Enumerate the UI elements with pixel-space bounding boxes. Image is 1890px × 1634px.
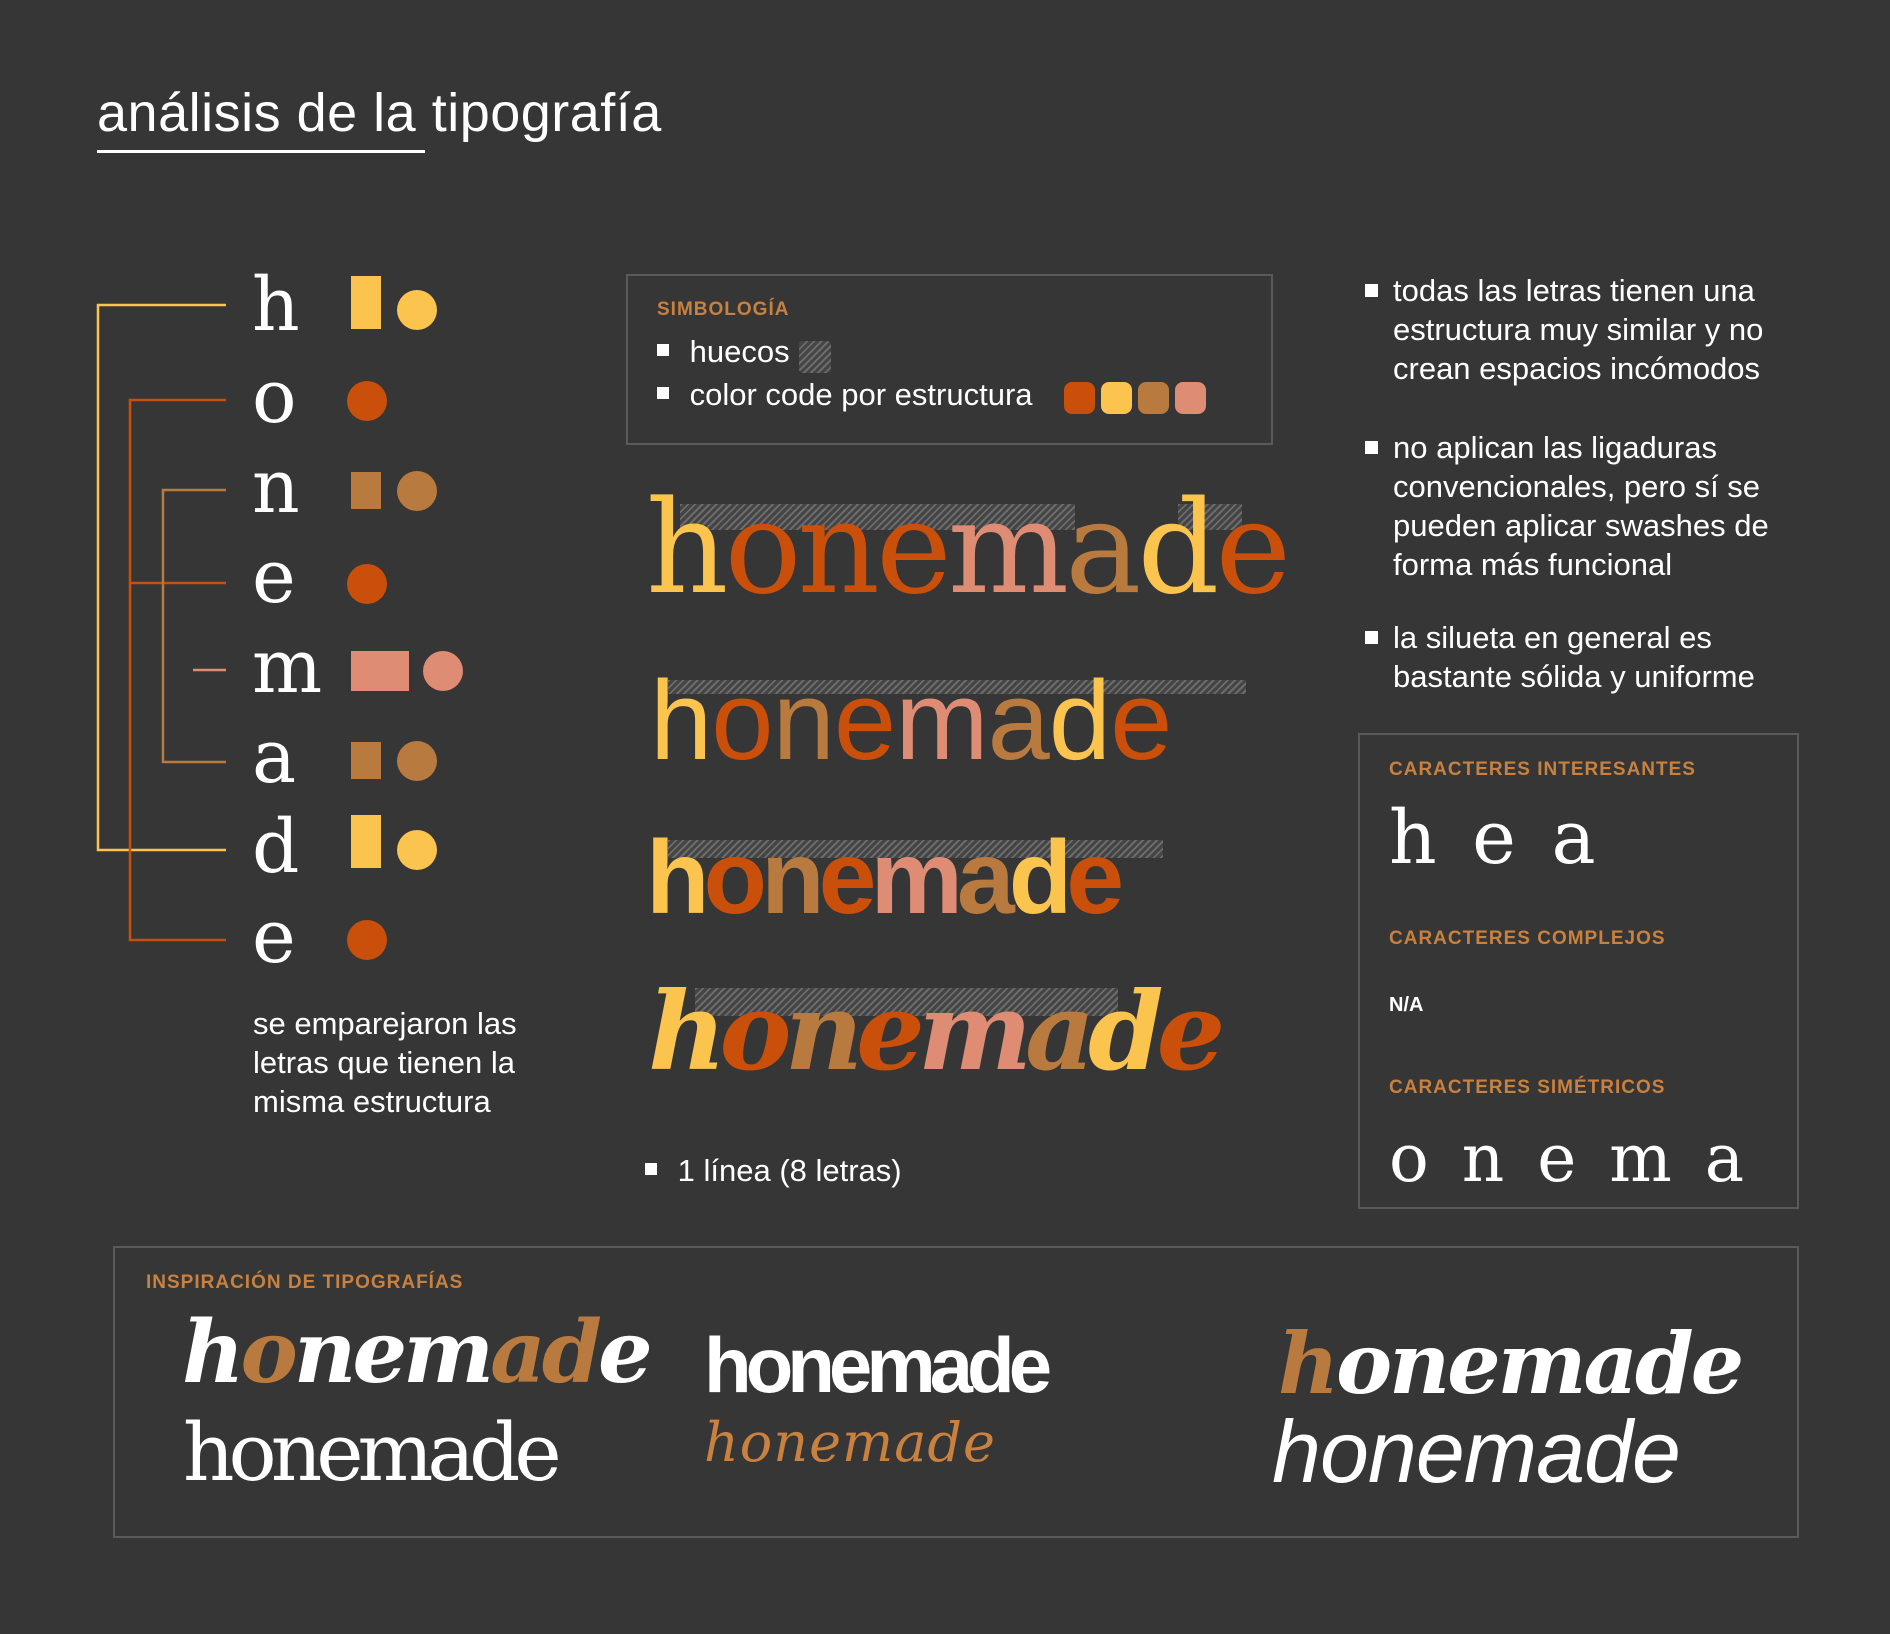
page-title: análisis de la tipografía xyxy=(97,83,662,143)
glyph: h xyxy=(648,969,720,1095)
observation-text: no aplican las ligaduras convencionales, pero sí se pueden aplicar swashes de forma más funcional xyxy=(1393,430,1769,582)
inspiration-sample-text xyxy=(1278,1314,1741,1413)
inspiration-sample-5 xyxy=(1278,1314,1742,1413)
glyph: h xyxy=(182,1302,241,1403)
letter-e: e xyxy=(252,534,296,620)
glyph: d xyxy=(541,1302,599,1403)
interesting-label: CARACTERES INTERESANTES xyxy=(1389,759,1696,780)
glyph: o xyxy=(240,1302,294,1403)
glyph: e xyxy=(598,1302,649,1403)
glyph: o xyxy=(719,969,785,1095)
symmetric-label: CARACTERES SIMÉTRICOS xyxy=(1389,1077,1666,1098)
color-swatch-4 xyxy=(1175,382,1206,414)
glyph: h xyxy=(646,820,704,936)
word-sample-text xyxy=(646,474,1287,623)
glyph: e xyxy=(352,1302,404,1403)
shape-e2-dot xyxy=(347,920,387,960)
title-underline xyxy=(97,150,425,153)
word-sample-script xyxy=(648,969,1219,1095)
glyph: h xyxy=(646,474,725,623)
complex-chars: N/A xyxy=(1389,994,1424,1016)
shape-o-dot xyxy=(347,381,387,421)
inspiration-sample-4 xyxy=(704,1411,996,1474)
glyph: n xyxy=(293,1302,353,1403)
glyph: e xyxy=(875,474,948,623)
lines-note xyxy=(645,1153,902,1189)
inspiration-sample-text: honemade xyxy=(183,1406,556,1499)
glyph: e xyxy=(1110,658,1172,783)
glyph: a xyxy=(1025,969,1089,1095)
glyph: m xyxy=(403,1302,491,1403)
glyph: h xyxy=(1278,1314,1337,1413)
glyph: o xyxy=(1336,1314,1390,1413)
letter-o: o xyxy=(252,354,297,440)
shape-h-dot xyxy=(397,290,437,330)
glyph: d xyxy=(1088,969,1157,1095)
glyph: e xyxy=(818,820,871,936)
glyph: m xyxy=(917,969,1026,1095)
symbology-item-color-code xyxy=(657,377,1033,413)
glyph: e xyxy=(1066,820,1119,936)
characters-box xyxy=(1358,733,1799,1209)
glyph: o xyxy=(724,474,798,623)
observation-text: todas las letras tienen una estructura muy similar y no crean espacios incómodos xyxy=(1393,273,1764,386)
complex-label: CARACTERES COMPLEJOS xyxy=(1389,928,1666,949)
word-sample-display xyxy=(646,820,1119,936)
shape-d-dot xyxy=(397,830,437,870)
glyph: d xyxy=(1634,1314,1691,1413)
glyph: o xyxy=(711,658,773,783)
glyph: a xyxy=(1065,474,1138,623)
observation-text: la silueta en general es bastante sólida y uniforme xyxy=(1393,620,1755,694)
glyph: a xyxy=(987,658,1049,783)
shape-d-rect xyxy=(351,815,381,868)
inspiration-sample-text: honemade xyxy=(704,1411,996,1474)
glyph: e xyxy=(1156,969,1219,1095)
shape-a-square xyxy=(351,742,381,779)
lines-note-text: 1 línea (8 letras) xyxy=(677,1153,902,1188)
word-sample-text xyxy=(648,969,1218,1095)
glyph: n xyxy=(797,474,876,623)
symbology-item-huecos xyxy=(657,334,790,370)
letter-n: n xyxy=(252,444,300,530)
letter-h: h xyxy=(252,262,300,348)
letter-m: m xyxy=(252,624,323,710)
inspiration-sample-2 xyxy=(183,1406,556,1499)
interesting-chars: h e a xyxy=(1389,795,1602,881)
glyph: a xyxy=(490,1302,542,1403)
symbology-item-label: huecos xyxy=(689,334,790,369)
glyph: d xyxy=(1137,474,1216,623)
bullet-icon xyxy=(1365,631,1378,644)
color-swatch-1 xyxy=(1064,382,1095,414)
glyph: m xyxy=(1497,1314,1584,1413)
shape-e-dot xyxy=(347,564,387,604)
inspiration-label: INSPIRACIÓN DE TIPOGRAFÍAS xyxy=(146,1272,464,1293)
glyph: a xyxy=(956,820,1009,936)
color-swatch-2 xyxy=(1101,382,1132,414)
glyph: e xyxy=(1215,474,1288,623)
symmetric-chars: o n e m a xyxy=(1389,1120,1751,1197)
shape-a-dot xyxy=(397,741,437,781)
letter-d: d xyxy=(252,804,300,890)
glyph: m xyxy=(895,658,988,783)
word-sample-serif xyxy=(646,474,1288,623)
pairing-brackets xyxy=(90,295,240,955)
shape-m-wide xyxy=(351,651,409,691)
inspiration-sample-6 xyxy=(1272,1402,1680,1501)
shape-m-dot xyxy=(423,651,463,691)
hueco-swatch xyxy=(799,341,831,373)
bullet-icon xyxy=(1365,284,1378,297)
glyph: n xyxy=(784,969,857,1095)
observation-1 xyxy=(1365,271,1813,388)
glyph: n xyxy=(761,820,819,936)
inspiration-sample-1 xyxy=(182,1302,649,1403)
glyph: e xyxy=(1447,1314,1498,1413)
shape-n-dot xyxy=(397,471,437,511)
glyph: o xyxy=(703,820,762,936)
glyph: d xyxy=(1008,820,1067,936)
inspiration-sample-3 xyxy=(704,1321,1047,1409)
glyph: n xyxy=(1389,1314,1448,1413)
glyph: h xyxy=(650,658,712,783)
observation-2 xyxy=(1365,428,1813,584)
pairing-note: se emparejaron las letras que tienen la misma estructura xyxy=(253,1006,517,1119)
glyph: e xyxy=(833,658,896,783)
inspiration-sample-text: honemade xyxy=(704,1321,1047,1409)
glyph: e xyxy=(856,969,918,1095)
glyph: n xyxy=(772,658,834,783)
inspiration-sample-text xyxy=(182,1302,649,1403)
color-swatch-3 xyxy=(1138,382,1169,414)
word-sample-sans xyxy=(650,658,1172,783)
bullet-icon xyxy=(1365,441,1378,454)
word-sample-text xyxy=(650,658,1171,783)
word-sample-text xyxy=(646,820,1118,936)
shape-n-square xyxy=(351,472,381,509)
inspiration-sample-text: honemade xyxy=(1272,1402,1680,1501)
symbology-box xyxy=(626,274,1273,445)
glyph: d xyxy=(1048,658,1111,783)
letter-e: e xyxy=(252,894,296,980)
glyph: m xyxy=(870,820,957,936)
glyph: e xyxy=(1690,1314,1742,1413)
letter-a: a xyxy=(252,714,297,800)
glyph: m xyxy=(947,474,1066,623)
symbology-item-label: color code por estructura xyxy=(689,377,1033,412)
symbology-label: SIMBOLOGÍA xyxy=(657,299,790,320)
shape-h-rect xyxy=(351,276,381,329)
glyph: a xyxy=(1583,1314,1635,1413)
observation-3 xyxy=(1365,618,1813,696)
